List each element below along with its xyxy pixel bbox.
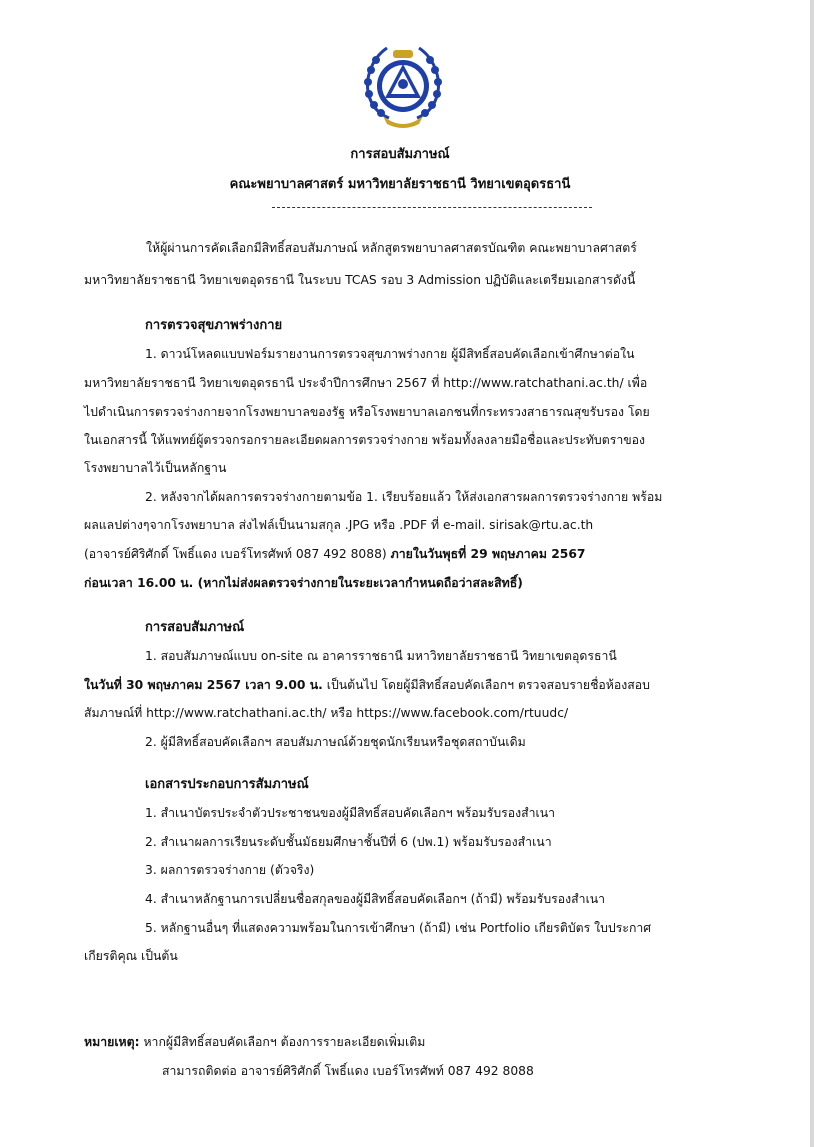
title-divider [272,207,592,208]
list-item: เกียรติคุณ เป็นต้น [84,949,178,963]
interview-info-text: เป็นต้นไป โดยผู้มีสิทธิ์สอบคัดเลือกฯ ตรวจสอบรายชื่อห้องสอบ [322,678,650,692]
body-line: ผลแลปต่างๆจากโรงพยาบาล ส่งไฟล์เป็นนามสกุล .JPG หรือ .PDF ที่ e-mail. sirisak@rtu.ac.th [84,518,594,532]
body-line [84,676,650,694]
list-item: 2. สำเนาผลการเรียนระดับชั้นมัธยมศึกษาชั้นปีที่ 6 (ปพ.1) พร้อมรับรองสำเนา [145,835,552,849]
body-line: 2. หลังจากได้ผลการตรวจร่างกายตามข้อ 1. เรียบร้อยแล้ว ให้ส่งเอกสารผลการตรวจร่างกาย พร้อม [145,490,663,504]
intro-line: ให้ผู้ผ่านการคัดเลือกมีสิทธิ์สอบสัมภาษณ์ หลักสูตรพยาบาลศาสตรบัณฑิต คณะพยาบาลศาสตร์ [146,241,637,255]
body-line: 1. สอบสัมภาษณ์แบบ on-site ณ อาคารราชธานี มหาวิทยาลัยราชธานี วิทยาเขตอุดรธานี [145,649,617,663]
section-heading-health-check: การตรวจสุขภาพร่างกาย [145,318,283,333]
page-edge-shadow [810,0,814,1147]
body-line: 2. ผู้มีสิทธิ์สอบคัดเลือกฯ สอบสัมภาษณ์ด้วยชุดนักเรียนหรือชุดสถาบันเดิม [145,735,526,749]
body-line: 1. ดาวน์โหลดแบบฟอร์มรายงานการตรวจสุขภาพร่างกาย ผู้มีสิทธิ์สอบคัดเลือกเข้าศึกษาต่อใน [145,347,635,361]
contact-text: (อาจารย์ศิริศักดิ์ โพธิ์แดง เบอร์โทรศัพท์ 087 492 8088) [84,547,391,561]
body-line: มหาวิทยาลัยราชธานี วิทยาเขตอุดรธานี ประจำปีการศึกษา 2567 ที่ http://www.ratchathani.ac.th/ เพื่อ [84,376,648,390]
list-item: 5. หลักฐานอื่นๆ ที่แสดงความพร้อมในการเข้าศึกษา (ถ้ามี) เช่น Portfolio เกียรติบัตร ใบประกาศ [145,921,652,935]
body-line: โรงพยาบาลไว้เป็นหลักฐาน [84,461,227,475]
note-label: หมายเหตุ: [84,1035,140,1049]
document-subtitle: คณะพยาบาลศาสตร์ มหาวิทยาลัยราชธานี วิทยาเขตอุดรธานี [229,177,571,192]
deadline-text: ภายในวันพุธที่ 29 พฤษภาคม 2567 [390,547,586,561]
body-line: สัมภาษณ์ที่ http://www.ratchathani.ac.th/ หรือ https://www.facebook.com/rtuudc/ [84,706,569,720]
section-heading-interview: การสอบสัมภาษณ์ [145,620,245,635]
intro-line: มหาวิทยาลัยราชธานี วิทยาเขตอุดรธานี ในระบบ TCAS รอบ 3 Admission ปฏิบัติและเตรียมเอกสารดังนี้ [84,273,636,287]
note-line [84,1033,425,1051]
list-item: 3. ผลการตรวจร่างกาย (ตัวจริง) [145,863,315,877]
section-heading-documents: เอกสารประกอบการสัมภาษณ์ [145,777,309,792]
body-line: ไปดำเนินการตรวจร่างกายจากโรงพยาบาลของรัฐ หรือโรงพยาบาลเอกชนที่กระทรวงสาธารณสุขรับรอง โดย [84,405,650,419]
document-title: การสอบสัมภาษณ์ [350,147,450,162]
note-contact: สามารถติดต่อ อาจารย์ศิริศักดิ์ โพธิ์แดง เบอร์โทรศัพท์ 087 492 8088 [162,1064,534,1078]
interview-date-text: ในวันที่ 30 พฤษภาคม 2567 เวลา 9.00 น. [84,678,323,692]
note-text: หากผู้มีสิทธิ์สอบคัดเลือกฯ ต้องการรายละเอียดเพิ่มเติม [139,1035,426,1049]
university-emblem-icon [359,40,447,132]
list-item: 1. สำเนาบัตรประจำตัวประชาชนของผู้มีสิทธิ์สอบคัดเลือกฯ พร้อมรับรองสำเนา [145,806,556,820]
body-line [84,545,585,563]
deadline-note: ก่อนเวลา 16.00 น. (หากไม่ส่งผลตรวจร่างกายในระยะเวลากำหนดถือว่าสละสิทธิ์) [84,576,523,590]
list-item: 4. สำเนาหลักฐานการเปลี่ยนชื่อสกุลของผู้มีสิทธิ์สอบคัดเลือกฯ (ถ้ามี) พร้อมรับรองสำเนา [145,892,606,906]
body-line: ในเอกสารนี้ ให้แพทย์ผู้ตรวจกรอกรายละเอียดผลการตรวจร่างกาย พร้อมทั้งลงลายมือชื่อและประทับตราของ [84,433,646,447]
